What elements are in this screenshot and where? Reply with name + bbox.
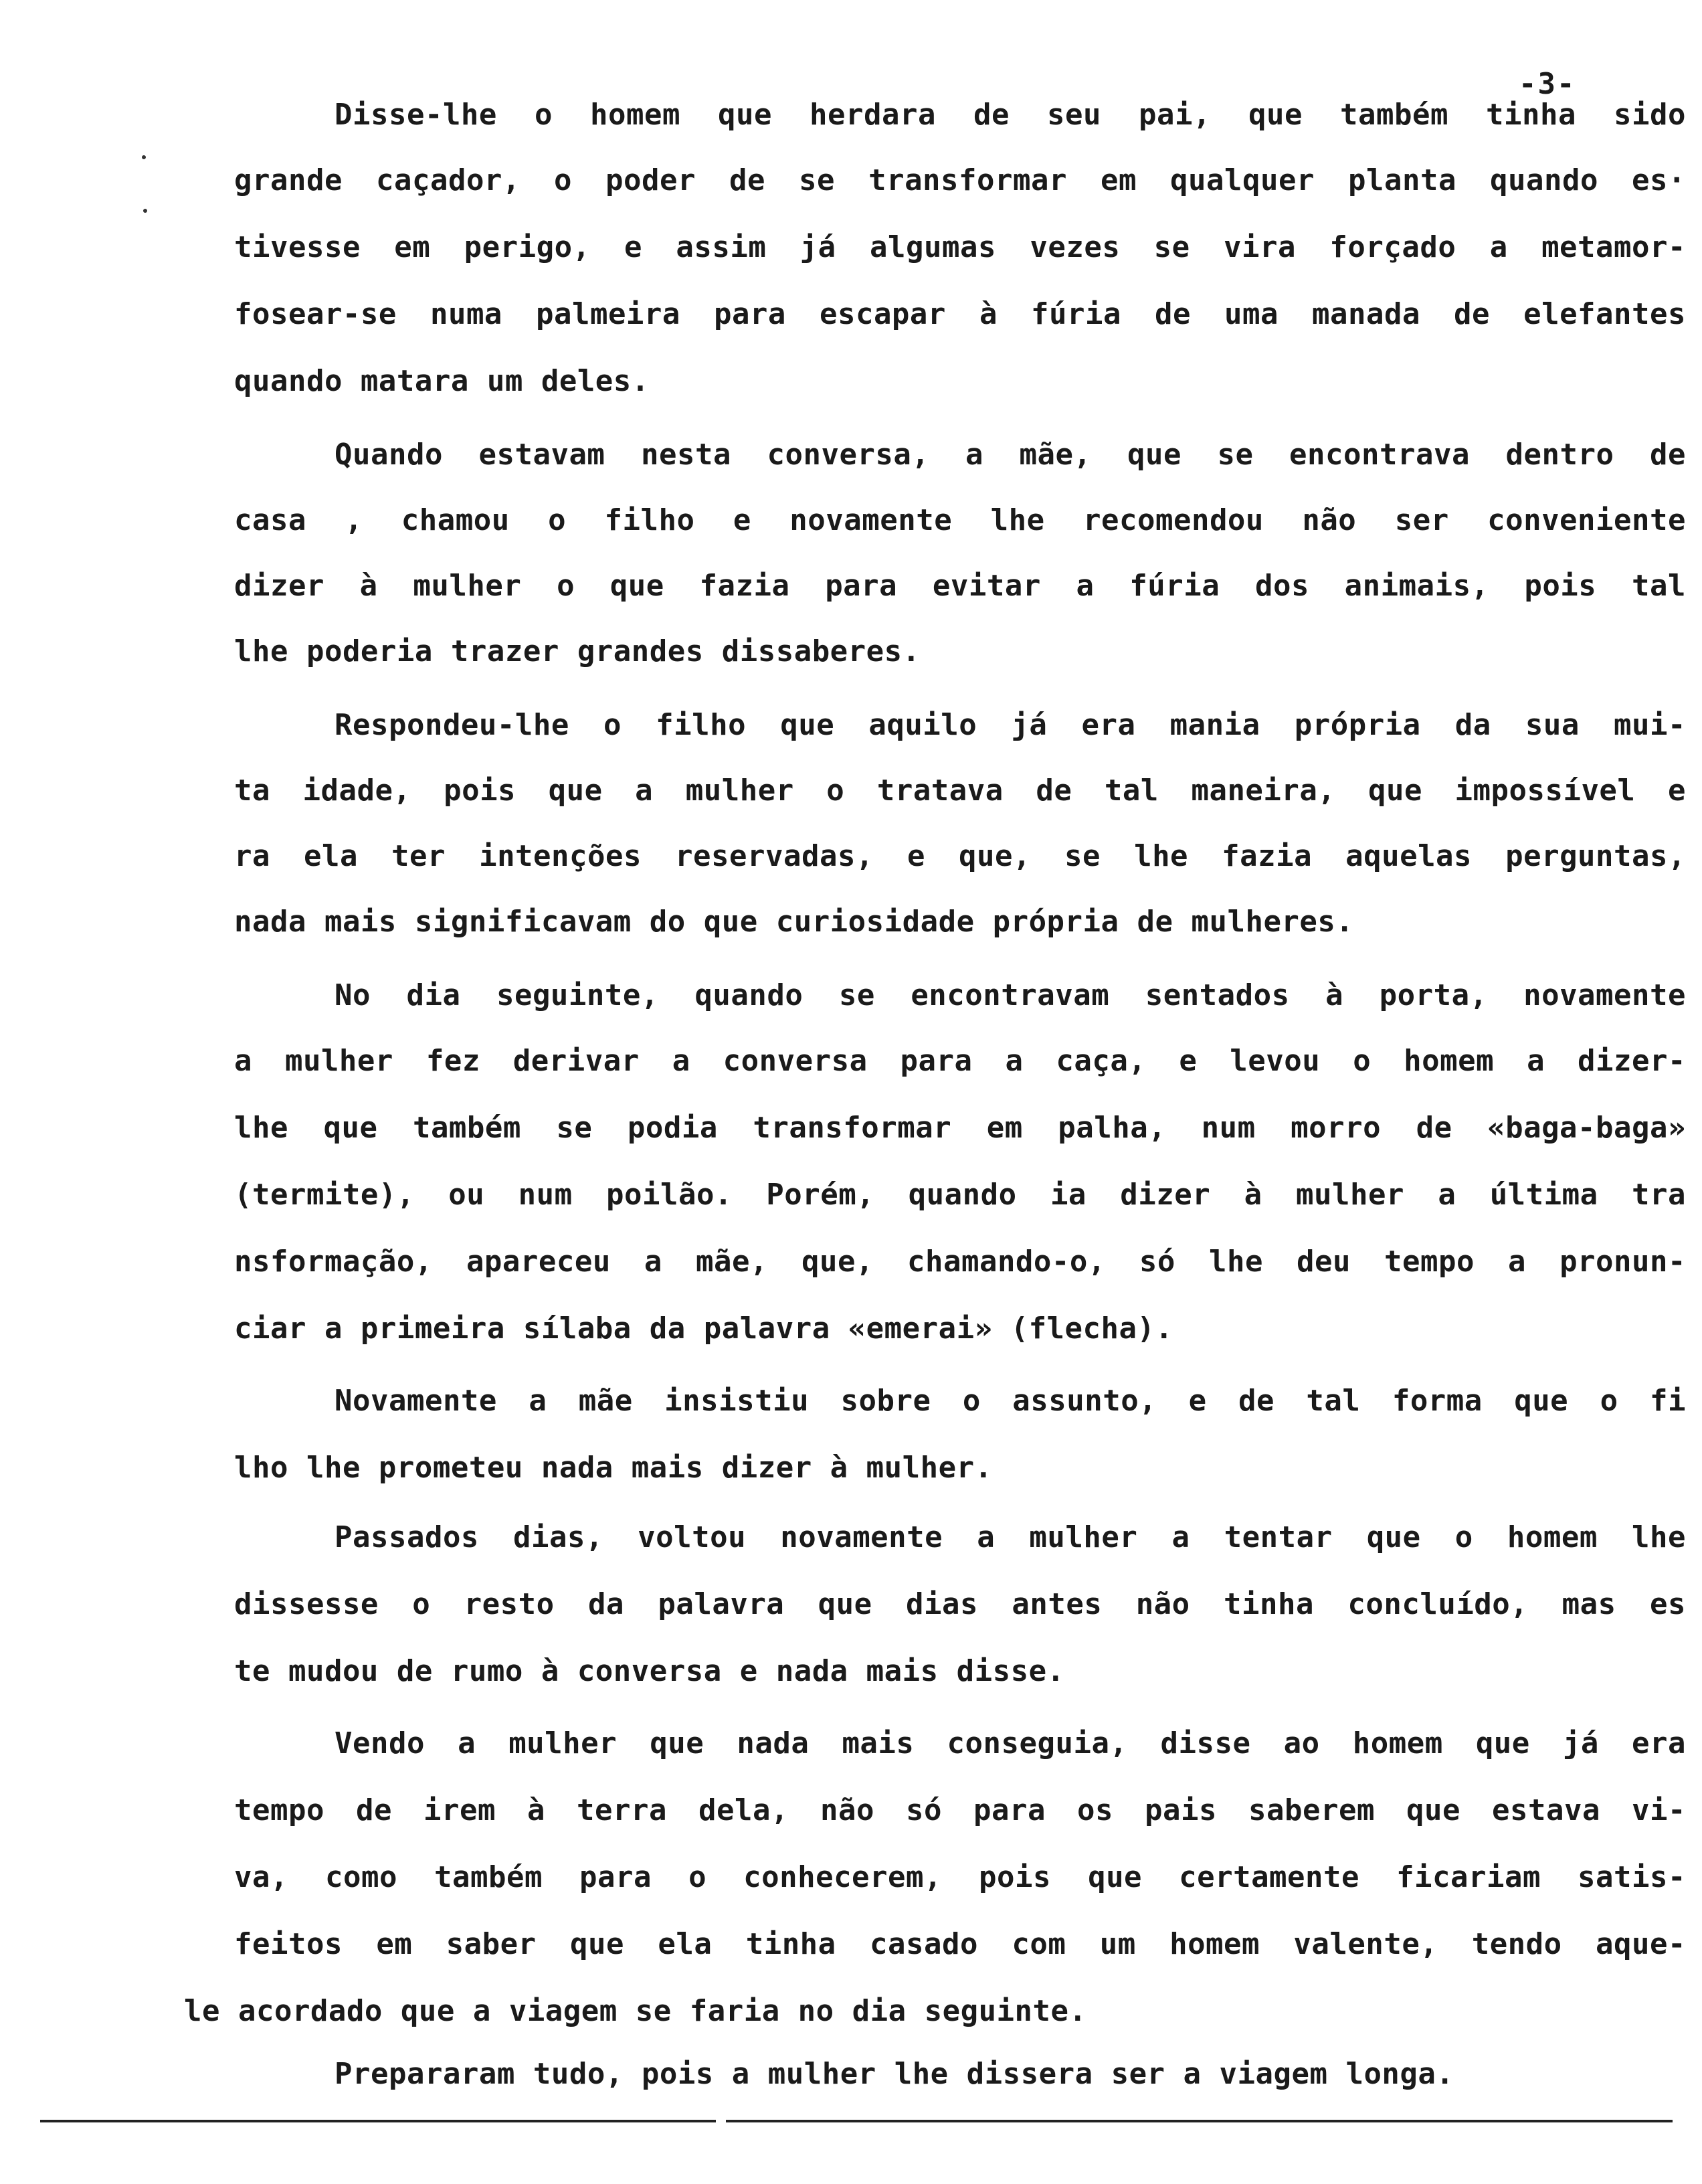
text-line: tempo de irem à terra dela, não só para os pais saberem que estava vi- xyxy=(234,1793,1686,1827)
text-line: tivesse em perigo, e assim já algumas vezes se vira forçado a metamor- xyxy=(234,230,1686,264)
text-line: lhe poderia trazer grandes dissaberes. xyxy=(234,634,921,668)
footer-rule xyxy=(726,2120,1673,2122)
text-line: quando matara um deles. xyxy=(234,364,650,398)
text-line: dizer à mulher o que fazia para evitar a fúria dos animais, pois tal xyxy=(234,569,1686,603)
text-line: Passados dias, voltou novamente a mulher a tentar que o homem lhe xyxy=(335,1520,1686,1554)
text-line: dissesse o resto da palavra que dias antes não tinha concluído, mas es xyxy=(234,1587,1686,1621)
text-line: ra ela ter intenções reservadas, e que, se lhe fazia aquelas perguntas, xyxy=(234,839,1686,873)
page-number: -3- xyxy=(1519,67,1576,101)
text-line: Respondeu-lhe o filho que aquilo já era mania própria da sua mui- xyxy=(335,708,1686,742)
text-line: lho lhe prometeu nada mais dizer à mulher. xyxy=(234,1451,993,1485)
text-line: casa , chamou o filho e novamente lhe recomendou não ser conveniente xyxy=(234,503,1686,537)
margin-mark xyxy=(142,155,146,159)
text-line: Quando estavam nesta conversa, a mãe, que se encontrava dentro de xyxy=(335,438,1686,472)
text-line: grande caçador, o poder de se transformar em qualquer planta quando es· xyxy=(234,163,1686,197)
text-line: Prepararam tudo, pois a mulher lhe dissera ser a viagem longa. xyxy=(335,2057,1454,2091)
text-line: te mudou de rumo à conversa e nada mais disse. xyxy=(234,1654,1065,1688)
text-line: Disse-lhe o homem que herdara de seu pai, que também tinha sido xyxy=(335,98,1686,132)
text-line: le acordado que a viagem se faria no dia seguinte. xyxy=(184,1994,1087,2028)
text-line: fosear-se numa palmeira para escapar à fúria de uma manada de elefantes xyxy=(234,297,1686,331)
footer-rule xyxy=(40,2120,716,2122)
text-line: nada mais significavam do que curiosidade própria de mulheres. xyxy=(234,905,1354,939)
text-line: a mulher fez derivar a conversa para a caça, e levou o homem a dizer- xyxy=(234,1044,1686,1078)
text-line: Novamente a mãe insistiu sobre o assunto, e de tal forma que o fi xyxy=(335,1384,1686,1418)
text-line: nsformação, apareceu a mãe, que, chamando-o, só lhe deu tempo a pronun- xyxy=(234,1245,1686,1279)
margin-mark xyxy=(143,209,147,213)
text-line: feitos em saber que ela tinha casado com um homem valente, tendo aque- xyxy=(234,1927,1686,1961)
text-line: lhe que também se podia transformar em palha, num morro de «baga-baga» xyxy=(234,1111,1686,1145)
text-line: No dia seguinte, quando se encontravam sentados à porta, novamente xyxy=(335,978,1686,1012)
text-line: Vendo a mulher que nada mais conseguia, disse ao homem que já era xyxy=(335,1726,1686,1760)
text-line: va, como também para o conhecerem, pois que certamente ficariam satis- xyxy=(234,1860,1686,1894)
text-line: (termite), ou num poilão. Porém, quando ia dizer à mulher a última tra xyxy=(234,1178,1686,1212)
text-line: ciar a primeira sílaba da palavra «emerai» (flecha). xyxy=(234,1311,1173,1346)
text-line: ta idade, pois que a mulher o tratava de tal maneira, que impossível e xyxy=(234,774,1686,808)
